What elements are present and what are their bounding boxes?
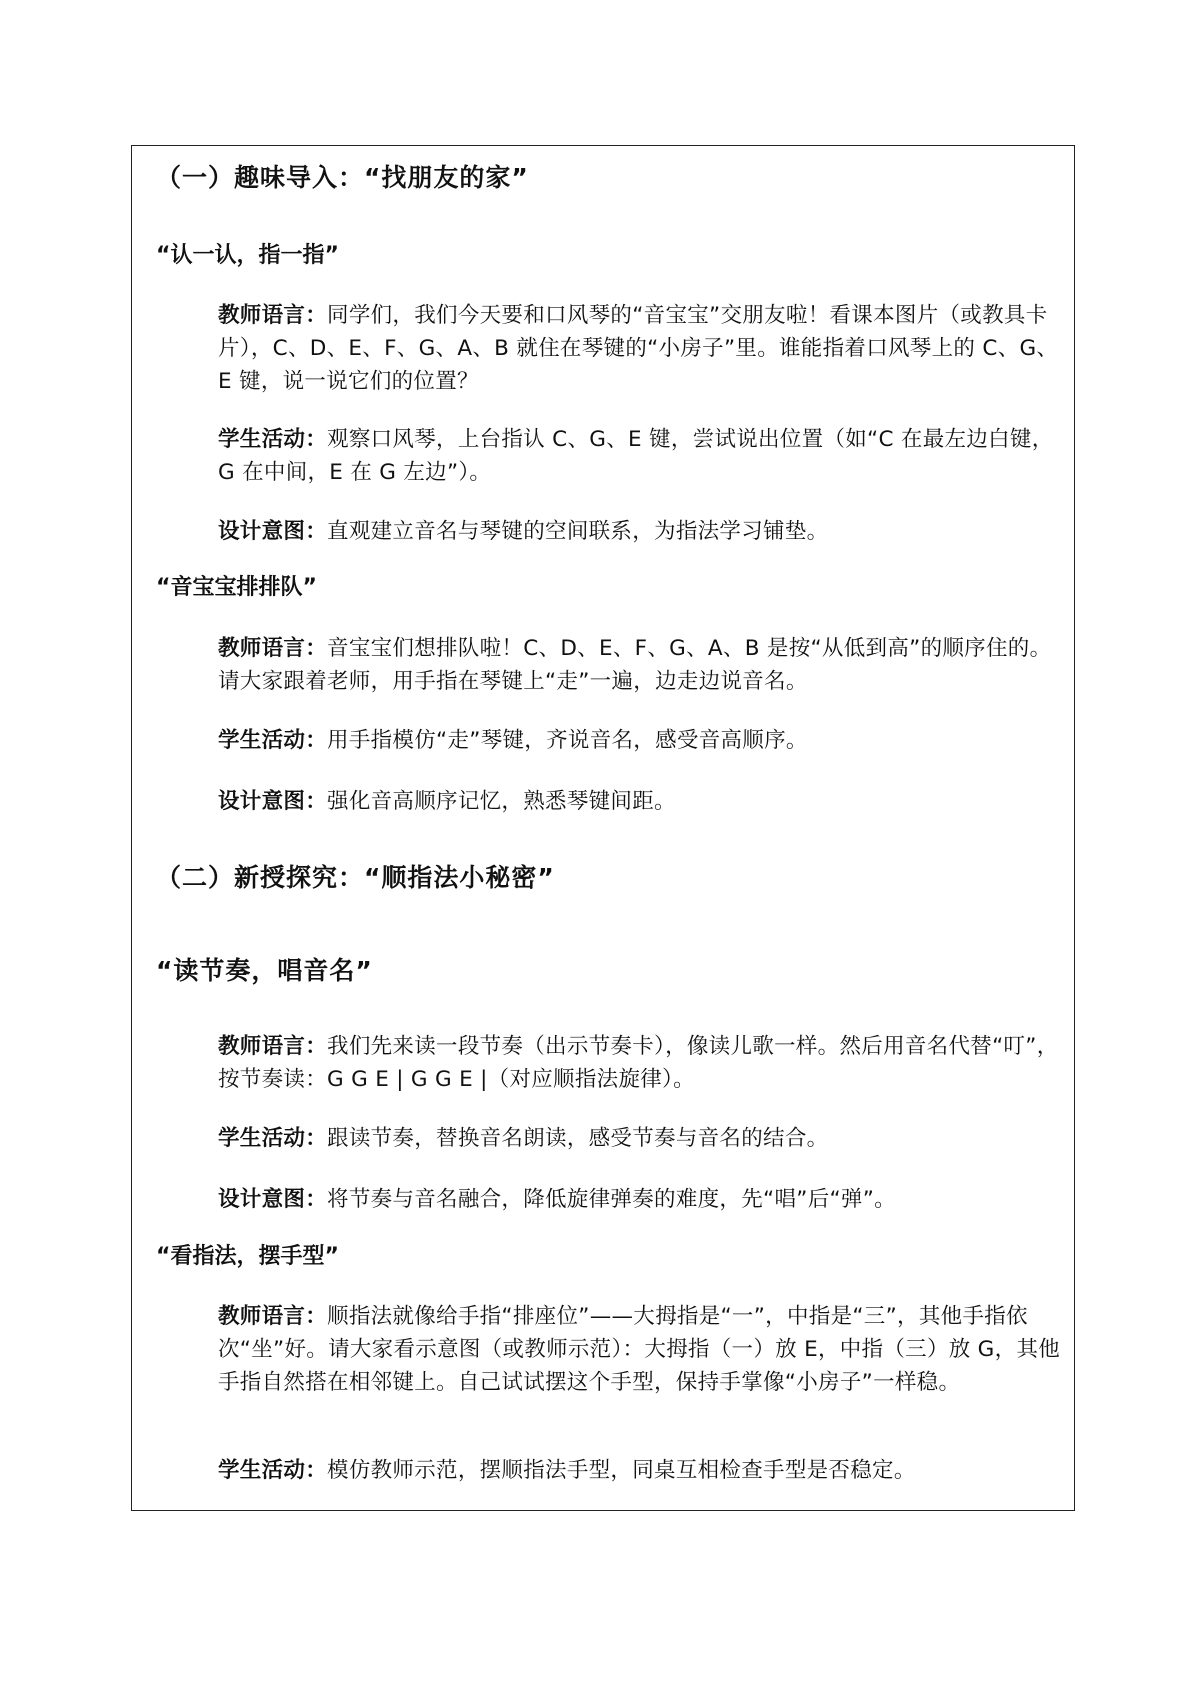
teacher-speech-label: 教师语言：	[218, 303, 328, 328]
student-activity-label: 学生活动：	[218, 728, 328, 753]
student-activity-paragraph	[218, 1454, 1068, 1487]
teacher-speech-paragraph	[218, 299, 1068, 398]
subsection-1-2-title: “音宝宝排排队”	[156, 575, 317, 600]
student-activity-label: 学生活动：	[218, 1458, 328, 1483]
teacher-speech-paragraph	[218, 1300, 1068, 1399]
design-intent-paragraph	[218, 515, 1068, 548]
teacher-speech-label: 教师语言：	[218, 1034, 328, 1059]
teacher-speech-label: 教师语言：	[218, 1304, 328, 1329]
subsection-1-1-title: “认一认，指一指”	[156, 243, 339, 268]
student-activity-paragraph	[218, 423, 1068, 489]
teacher-speech-paragraph	[218, 1030, 1068, 1096]
teacher-speech-text: 音宝宝们想排队啦！C、D、E、F、G、A、B 是按“从低到高”的顺序住的。请大家跟着老师，用手指在琴键上“走”一遍，边走边说音名。	[218, 636, 1052, 694]
section-2-title: （二）新授探究：“顺指法小秘密”	[156, 863, 555, 892]
design-intent-label: 设计意图：	[218, 519, 328, 544]
student-activity-paragraph	[218, 1122, 1068, 1155]
subsection-2-1-title: “读节奏，唱音名”	[156, 956, 373, 985]
teacher-speech-text: 我们先来读一段节奏（出示节奏卡），像读儿歌一样。然后用音名代替“叮”，按节奏读：G G E | G G E |（对应顺指法旋律）。	[218, 1034, 1059, 1092]
student-activity-text: 模仿教师示范，摆顺指法手型，同桌互相检查手型是否稳定。	[327, 1458, 916, 1483]
student-activity-text: 跟读节奏，替换音名朗读，感受节奏与音名的结合。	[327, 1126, 829, 1151]
student-activity-text: 观察口风琴，上台指认 C、G、E 键，尝试说出位置（如“C 在最左边白键，G 在中间，E 在 G 左边”）。	[218, 427, 1054, 485]
student-activity-paragraph	[218, 724, 1068, 757]
student-activity-label: 学生活动：	[218, 427, 328, 452]
section-1-title: （一）趣味导入：“找朋友的家”	[156, 163, 529, 192]
design-intent-label: 设计意图：	[218, 1187, 328, 1212]
student-activity-text: 用手指模仿“走”琴键，齐说音名，感受音高顺序。	[327, 728, 808, 753]
teacher-speech-text: 顺指法就像给手指“排座位”——大拇指是“一”，中指是“三”，其他手指依次“坐”好。请大家看示意图（或教师示范）：大拇指（一）放 E，中指（三）放 G，其他手指自然搭在相邻键上。自己试试摆这个手型，保持手掌像“小房子”一样稳。	[218, 1304, 1061, 1395]
teacher-speech-label: 教师语言：	[218, 636, 328, 661]
teacher-speech-paragraph	[218, 632, 1068, 698]
design-intent-text: 将节奏与音名融合，降低旋律弹奏的难度，先“唱”后“弹”。	[327, 1187, 896, 1212]
design-intent-paragraph	[218, 1183, 1068, 1216]
design-intent-paragraph	[218, 785, 1068, 818]
design-intent-text: 强化音高顺序记忆，熟悉琴键间距。	[327, 789, 676, 814]
subsection-2-2-title: “看指法，摆手型”	[156, 1244, 339, 1269]
design-intent-label: 设计意图：	[218, 789, 328, 814]
teacher-speech-text: 同学们，我们今天要和口风琴的“音宝宝”交朋友啦！看课本图片（或教具卡片），C、D、E、F、G、A、B 就住在琴键的“小房子”里。谁能指着口风琴上的 C、G、E 键，说一说它们的位置？	[218, 303, 1059, 394]
design-intent-text: 直观建立音名与琴键的空间联系，为指法学习铺垫。	[327, 519, 829, 544]
student-activity-label: 学生活动：	[218, 1126, 328, 1151]
